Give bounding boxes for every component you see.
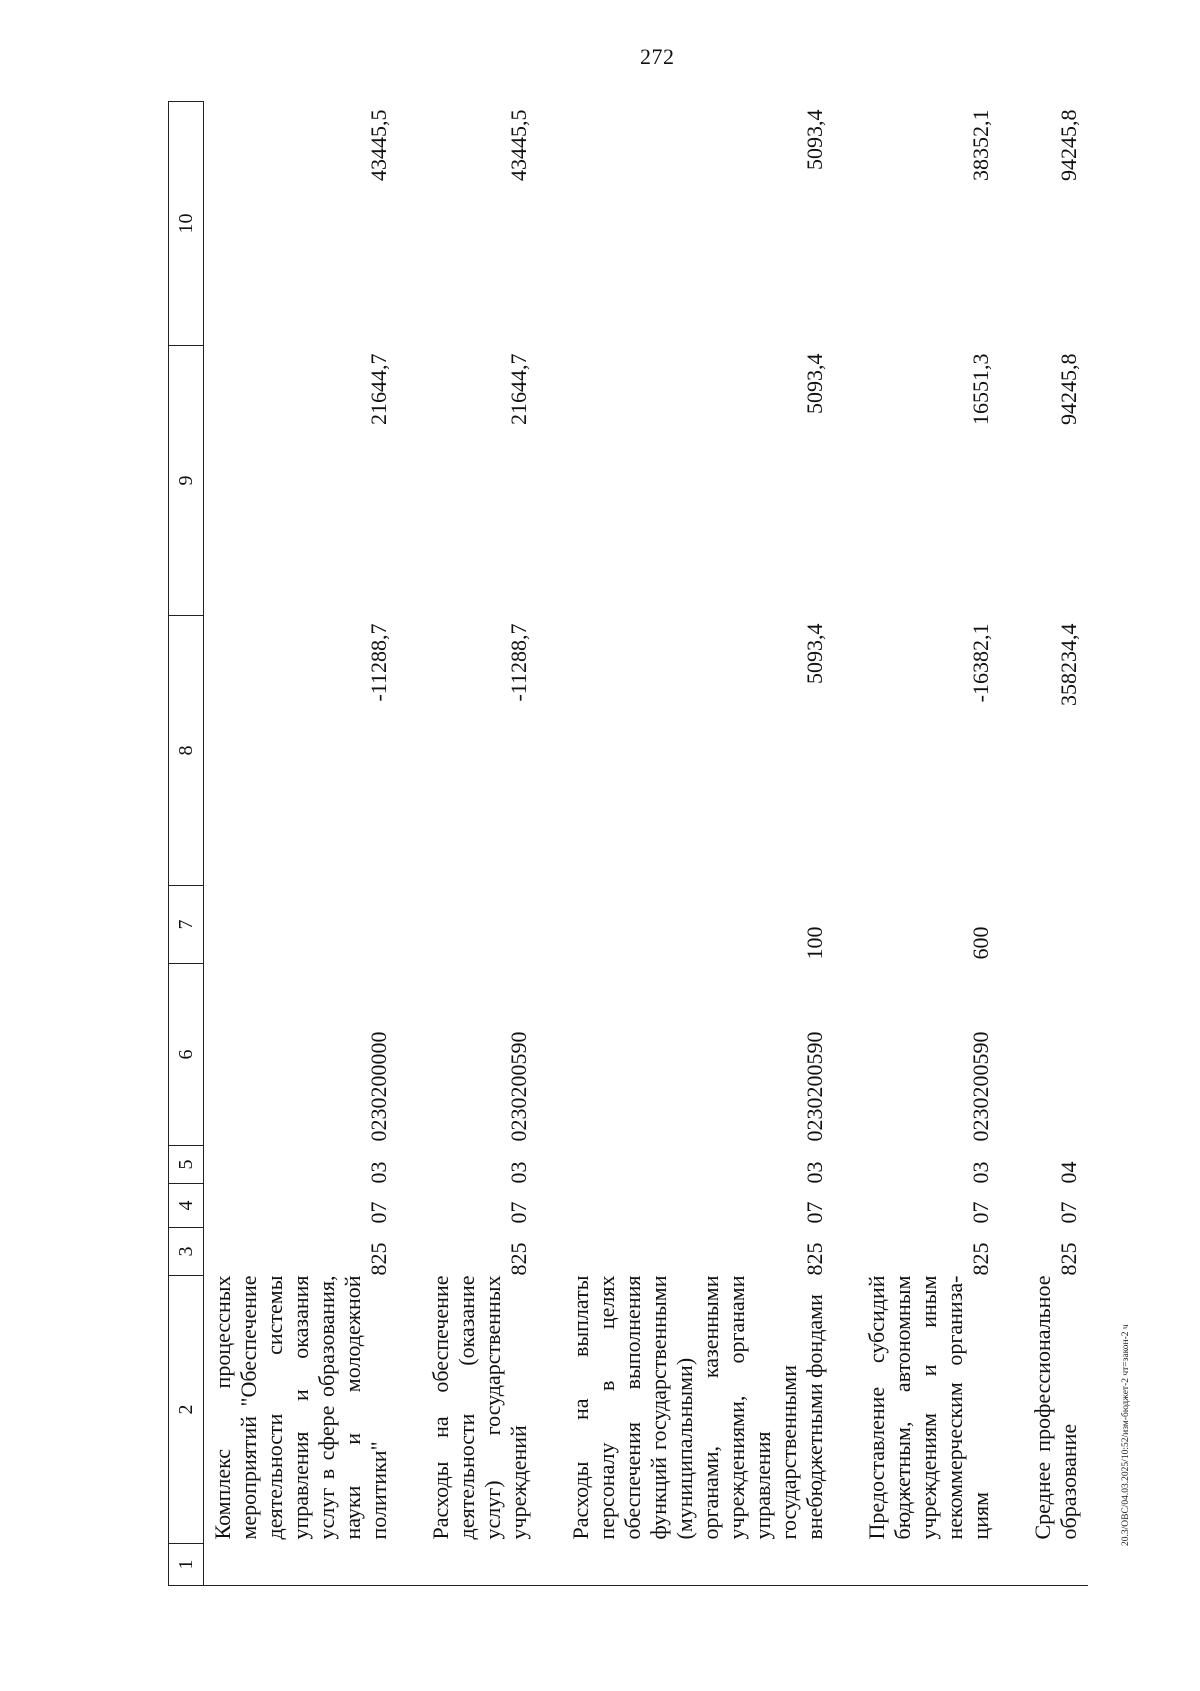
row-cell-1 [204, 1544, 399, 1586]
rotated-table-container [168, 102, 1081, 1586]
row-code-6: 0230200590 [506, 1031, 531, 1142]
header-col-10: 10 [169, 102, 204, 346]
row-code-5: 03 [802, 1161, 827, 1184]
row-value-9: 94245,8 [1056, 353, 1081, 425]
header-col-3: 3 [169, 1228, 204, 1276]
row-value-10: 38352,1 [968, 109, 993, 181]
row-code-6: 0230200590 [802, 1031, 827, 1142]
table-row [204, 102, 399, 1586]
row-code-6: 0230200000 [366, 1031, 391, 1142]
row-code-5: 03 [366, 1161, 391, 1184]
row-cell-1 [1024, 1544, 1088, 1586]
footer-document-code: 20.3/ОВС/04.03.2025/10:52/изм-бюджет-2 чт=закон-2 ч [1121, 1324, 1131, 1546]
row-value-8: -11288,7 [506, 623, 531, 702]
row-value-10: 5093,4 [802, 109, 827, 170]
table-row [1024, 102, 1088, 1586]
row-code-7: 100 [802, 926, 827, 960]
row-name: Расходы на выплаты персоналу в целях обеспечения выполнения функций государственными (муниципальными) органами, казенными учреждениями, органами управления государственными внебюджетными фондами [568, 1275, 827, 1540]
header-col-8: 8 [169, 616, 204, 886]
page-number: 272 [640, 44, 675, 69]
row-value-8: 5093,4 [802, 623, 827, 684]
row-name: Среднее профессиональное образование [1030, 1275, 1081, 1540]
row-code-4: 07 [1056, 1201, 1081, 1224]
row-value-9: 16551,3 [968, 353, 993, 425]
header-row [169, 102, 204, 1586]
row-value-9: 21644,7 [506, 353, 531, 425]
row-code-7 [422, 886, 538, 964]
row-value-9: 5093,4 [802, 353, 827, 414]
row-cell-1 [562, 1544, 834, 1586]
row-cell-1 [422, 1544, 538, 1586]
header-col-9: 9 [169, 346, 204, 616]
table-row [562, 102, 834, 1586]
row-code-6: 0230200590 [968, 1031, 993, 1142]
row-code-7 [204, 886, 399, 964]
row-value-10: 94245,8 [1056, 109, 1081, 181]
header-col-6: 6 [169, 964, 204, 1146]
row-value-8: 358234,4 [1056, 623, 1081, 706]
row-code-3: 825 [366, 1242, 391, 1276]
header-col-2: 2 [169, 1276, 204, 1544]
row-name: Комплекс процессных мероприятий "Обеспечение деятельности системы управления и оказания услуг в сфере образования, науки и молодежной политики" [210, 1275, 391, 1540]
row-name: Предоставление субсидий бюджетным, автономным учреждениям и иным некоммерческим организациям [864, 1275, 993, 1540]
row-code-3: 825 [1056, 1242, 1081, 1276]
row-cell-1 [858, 1544, 1000, 1586]
table-header [169, 102, 204, 1586]
row-code-7 [1024, 886, 1088, 964]
row-value-8: -16382,1 [968, 623, 993, 703]
header-col-1: 1 [169, 1544, 204, 1586]
row-code-4: 07 [506, 1201, 531, 1224]
header-col-4: 4 [169, 1184, 204, 1228]
row-value-10: 43445,5 [366, 109, 391, 181]
row-code-4: 07 [968, 1201, 993, 1224]
row-code-6 [1024, 964, 1088, 1146]
row-code-4: 07 [802, 1201, 827, 1224]
row-code-5: 03 [506, 1161, 531, 1184]
row-code-4: 07 [366, 1201, 391, 1224]
row-code-7: 600 [968, 926, 993, 960]
row-code-5: 03 [968, 1161, 993, 1184]
table-row [422, 102, 538, 1586]
row-value-9: 21644,7 [366, 353, 391, 425]
row-value-10: 43445,5 [506, 109, 531, 181]
table-body [204, 102, 1089, 1586]
header-col-5: 5 [169, 1146, 204, 1184]
row-code-3: 825 [968, 1242, 993, 1276]
row-code-3: 825 [802, 1242, 827, 1276]
row-name: Расходы на обеспечение деятельности (оказание услуг) государственных учреждений [428, 1275, 531, 1540]
budget-table [168, 101, 1088, 1586]
row-value-8: -11288,7 [366, 623, 391, 702]
header-col-7: 7 [169, 886, 204, 964]
table-row [858, 102, 1000, 1586]
row-code-3: 825 [506, 1242, 531, 1276]
row-code-5: 04 [1056, 1161, 1081, 1184]
